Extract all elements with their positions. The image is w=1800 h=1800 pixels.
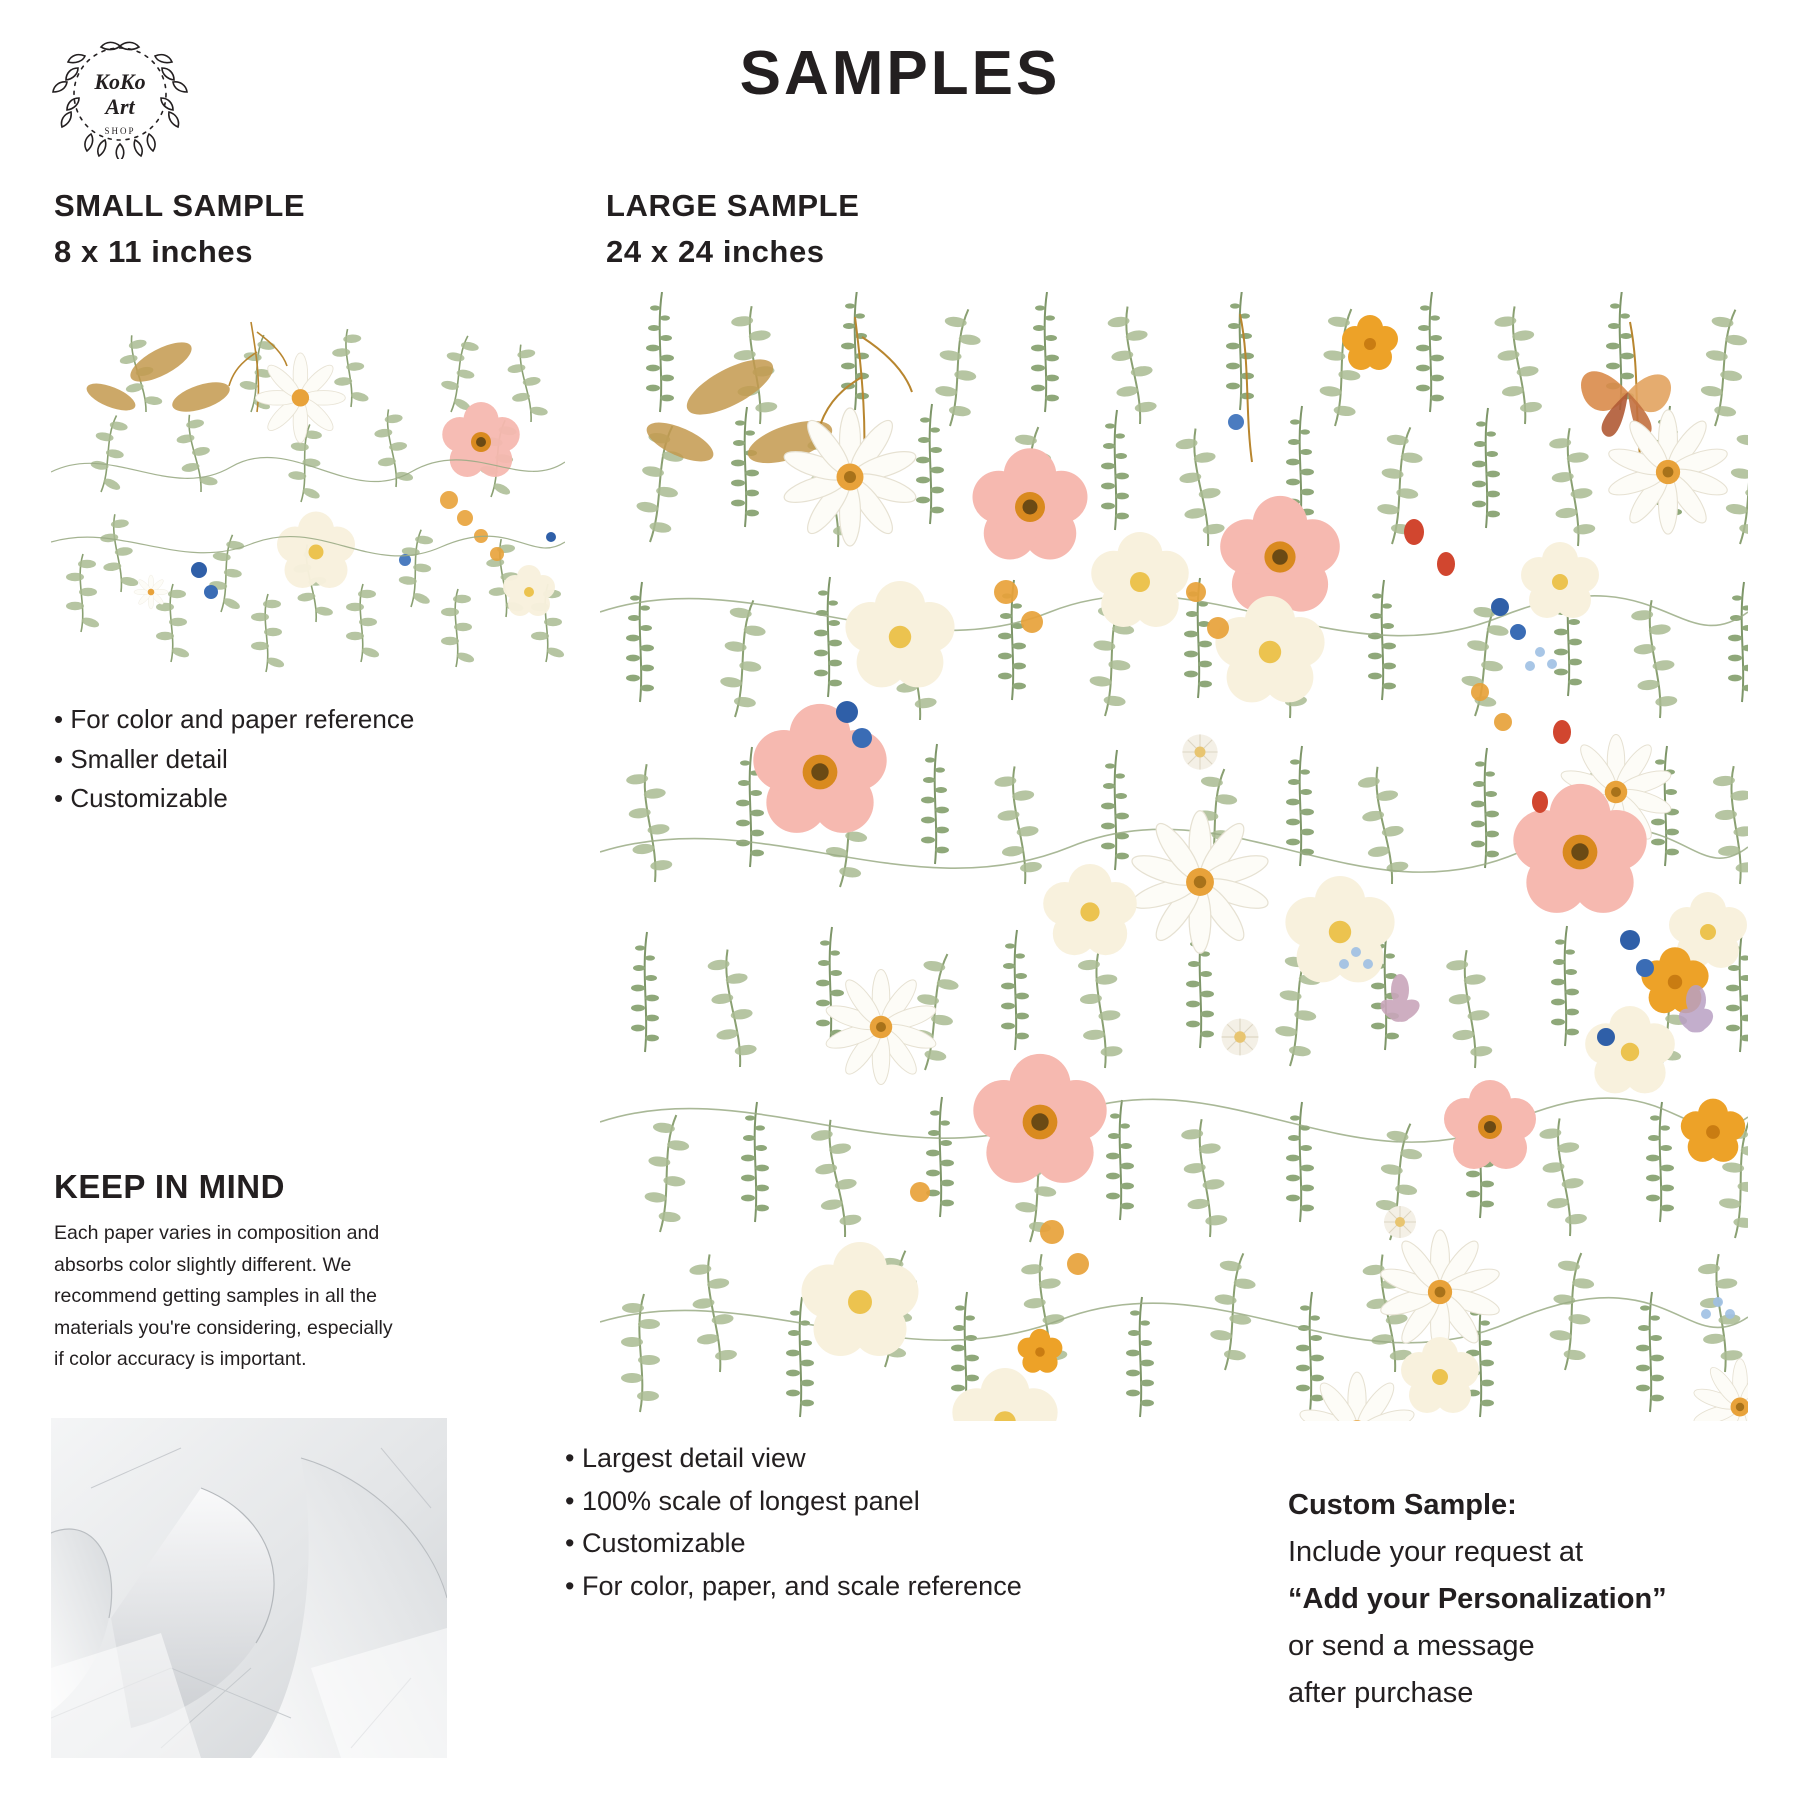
list-item: • Smaller detail [54,743,228,774]
small-sample-artwork [51,292,565,677]
large-sample-title: LARGE SAMPLE [606,188,860,223]
folded-paper-photo [51,1418,447,1758]
page-title: SAMPLES [739,39,1061,108]
list-item: • For color and paper reference [54,704,415,734]
keep-in-mind-body: Each paper varies in composition and absorbs color slightly different. We recommend getting samples in all the materials you're considering, especially if color accuracy is important. [54,1222,393,1371]
custom-sample-line-4: after purchase [1288,1676,1474,1709]
custom-sample-block [1288,1482,1768,1717]
large-sample-size: 24 x 24 inches [606,234,825,269]
list-item: • 100% scale of longest panel [565,1485,920,1516]
list-item: • Largest detail view [565,1443,806,1473]
list-item: • Customizable [54,783,228,814]
logo-text-shop: SHOP [104,126,136,136]
custom-sample-line-3: or send a message [1288,1629,1535,1662]
logo-text-koko: KoKo [94,69,146,94]
small-sample-bullets [54,700,574,819]
custom-sample-personalization-label: “Add your Personalization” [1288,1582,1667,1615]
custom-sample-line-1: Include your request at [1288,1535,1584,1568]
logo-text-art: Art [105,94,135,119]
large-sample-bullets [565,1437,1125,1608]
large-sample-artwork [600,292,1748,1421]
list-item: • Customizable [565,1528,746,1559]
keep-in-mind-title: KEEP IN MIND [54,1168,285,1205]
custom-sample-heading: Custom Sample: [1288,1489,1517,1521]
list-item: • For color, paper, and scale reference [565,1570,1022,1601]
small-sample-size: 8 x 11 inches [54,234,254,269]
small-sample-title: SMALL SAMPLE [54,188,306,223]
